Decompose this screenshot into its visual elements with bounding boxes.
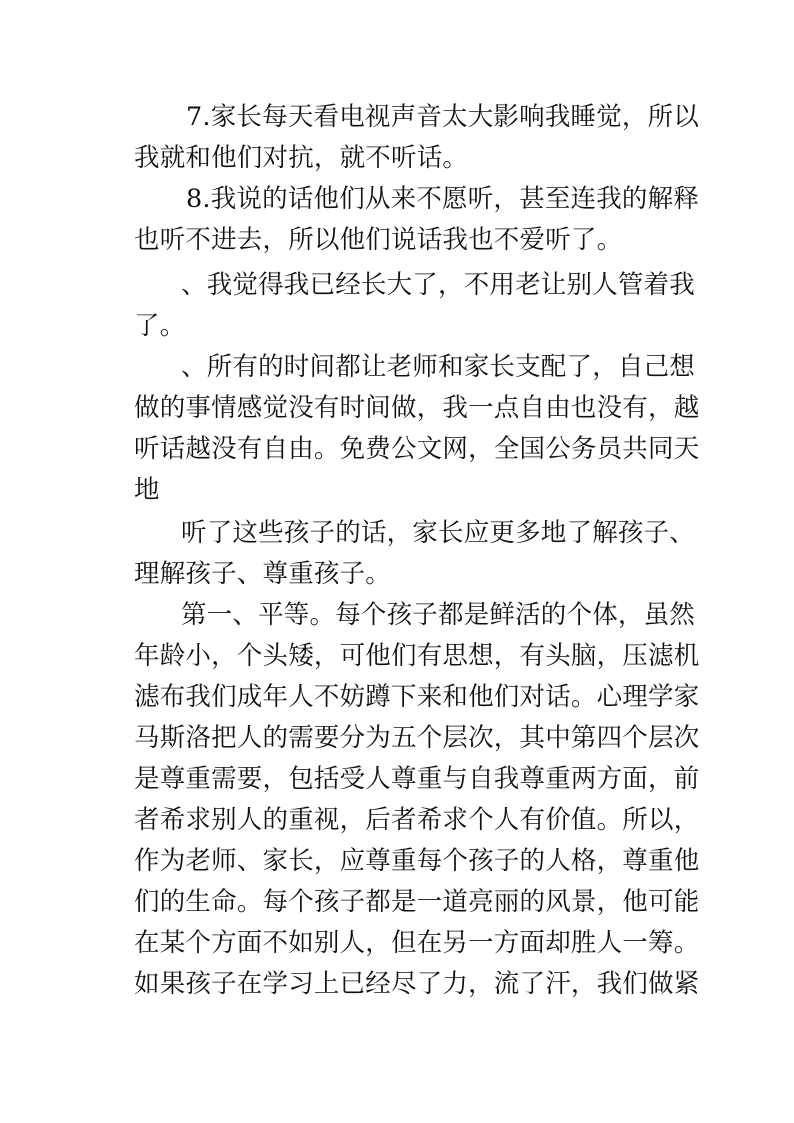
text-line: 滤布我们成年人不妨蹲下来和他们对话。心理学家 (134, 682, 700, 712)
text-line: 如果孩子在学习上已经尽了力，流了汗，我们做紧 (134, 969, 700, 999)
text-line: 、我觉得我已经长大了，不用老让别人管着我 (181, 270, 696, 300)
text-line: 者希求别人的重视，后者希求个人有价值。所以， (134, 805, 700, 835)
text-line: 7.家长每天看电视声音太大影响我睡觉，所以 (186, 102, 700, 132)
text-line: 是尊重需要，包括受人尊重与自我尊重两方面，前 (134, 764, 700, 794)
text-line: 我就和他们对抗，就不听话。 (134, 143, 469, 173)
text-line: 马斯洛把人的需要分为五个层次，其中第四个层次 (134, 723, 700, 753)
text-line: 了。 (134, 311, 186, 341)
text-line: 8.我说的话他们从来不愿听，甚至连我的解释 (186, 184, 700, 214)
text-line: 理解孩子、尊重孩子。 (134, 559, 392, 589)
text-line: 地 (134, 475, 160, 505)
text-line: 做的事情感觉没有时间做，我一点自由也没有，越 (134, 393, 700, 423)
text-line: 年龄小，个头矮，可他们有思想，有头脑，压滤机 (134, 641, 700, 671)
text-line: 们的生命。每个孩子都是一道亮丽的风景，他可能 (134, 887, 700, 917)
text-line: 作为老师、家长，应尊重每个孩子的人格，尊重他 (134, 846, 700, 876)
text-line: 第一、平等。每个孩子都是鲜活的个体，虽然 (181, 600, 696, 630)
text-line: 也听不进去，所以他们说话我也不爱听了。 (134, 225, 623, 255)
text-line: 、所有的时间都让老师和家长支配了，自己想 (181, 352, 696, 382)
text-line: 在某个方面不如别人，但在另一方面却胜人一筹。 (134, 928, 700, 958)
text-line: 听了这些孩子的话，家长应更多地了解孩子、 (181, 518, 696, 548)
text-line: 听话越没有自由。免费公文网，全国公务员共同天 (134, 434, 700, 464)
